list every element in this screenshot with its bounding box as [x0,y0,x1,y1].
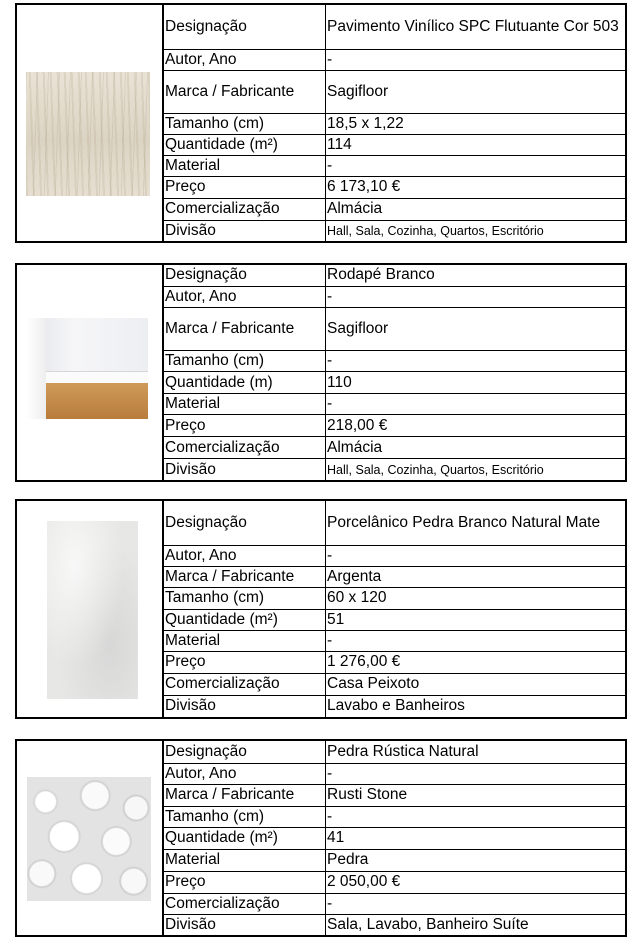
label-designacao: Designação [164,265,326,286]
value-marca: Sagifloor [326,70,626,113]
label-tamanho: Tamanho (cm) [164,350,326,371]
label-divisao: Divisão [164,914,326,935]
label-material: Material [164,849,326,871]
value-comercializacao: Almácia [326,437,626,459]
value-autor-ano: - [326,545,626,566]
label-marca: Marca / Fabricante [164,307,326,350]
value-tamanho: 18,5 x 1,22 [326,113,626,134]
product-spec-table [164,5,625,241]
label-tamanho: Tamanho (cm) [164,806,326,827]
rustic-stone-image [27,777,151,901]
label-marca: Marca / Fabricante [164,784,326,806]
label-material: Material [164,155,326,176]
label-preco: Preço [164,415,326,437]
product-card [15,739,627,937]
product-card [15,499,627,719]
value-divisao: Hall, Sala, Cozinha, Quartos, Escritório [326,220,626,241]
product-card [15,263,627,482]
value-autor-ano: - [326,763,626,784]
label-autor-ano: Autor, Ano [164,286,326,307]
product-image-cell [17,501,164,717]
label-material: Material [164,394,326,415]
label-quantidade: Quantidade (m) [164,371,326,393]
wood-vinyl-swatch-image [26,72,150,196]
label-comercializacao: Comercialização [164,893,326,914]
value-preco: 218,00 € [326,415,626,437]
label-autor-ano: Autor, Ano [164,545,326,566]
label-designacao: Designação [164,741,326,763]
value-tamanho: - [326,350,626,371]
label-preco: Preço [164,651,326,673]
value-preco: 2 050,00 € [326,871,626,893]
label-tamanho: Tamanho (cm) [164,587,326,609]
value-comercializacao: - [326,893,626,914]
product-spec-table [164,501,625,717]
product-spec-table [164,265,625,480]
label-divisao: Divisão [164,220,326,241]
value-autor-ano: - [326,49,626,70]
value-designacao: Rodapé Branco [326,265,626,286]
label-quantidade: Quantidade (m²) [164,134,326,155]
value-divisao: Hall, Sala, Cozinha, Quartos, Escritório [326,459,626,480]
label-quantidade: Quantidade (m²) [164,609,326,630]
skirting-board-image [26,318,148,419]
value-designacao: Pedra Rústica Natural [326,741,626,763]
value-material: Pedra [326,849,626,871]
value-tamanho: 60 x 120 [326,587,626,609]
value-material: - [326,630,626,651]
value-autor-ano: - [326,286,626,307]
label-quantidade: Quantidade (m²) [164,827,326,849]
product-spec-table [164,741,625,935]
value-material: - [326,394,626,415]
value-marca: Argenta [326,566,626,587]
value-marca: Rusti Stone [326,784,626,806]
label-autor-ano: Autor, Ano [164,49,326,70]
label-comercializacao: Comercialização [164,198,326,220]
value-divisao: Lavabo e Banheiros [326,695,626,717]
product-image-cell [17,741,164,935]
label-preco: Preço [164,871,326,893]
value-designacao: Pavimento Vinílico SPC Flutuante Cor 503 [326,5,626,49]
label-marca: Marca / Fabricante [164,70,326,113]
label-designacao: Designação [164,501,326,545]
value-marca: Sagifloor [326,307,626,350]
label-comercializacao: Comercialização [164,437,326,459]
value-quantidade: 51 [326,609,626,630]
product-image-cell [17,5,164,241]
value-material: - [326,155,626,176]
label-divisao: Divisão [164,459,326,480]
label-divisao: Divisão [164,695,326,717]
label-autor-ano: Autor, Ano [164,763,326,784]
label-material: Material [164,630,326,651]
porcelain-tile-image [47,521,138,699]
value-quantidade: 114 [326,134,626,155]
label-tamanho: Tamanho (cm) [164,113,326,134]
label-designacao: Designação [164,5,326,49]
value-designacao: Porcelânico Pedra Branco Natural Mate [326,501,626,545]
value-quantidade: 110 [326,371,626,393]
label-preco: Preço [164,176,326,198]
label-comercializacao: Comercialização [164,673,326,695]
value-tamanho: - [326,806,626,827]
value-divisao: Sala, Lavabo, Banheiro Suíte [326,914,626,935]
value-preco: 1 276,00 € [326,651,626,673]
label-marca: Marca / Fabricante [164,566,326,587]
product-card [15,3,627,243]
value-comercializacao: Almácia [326,198,626,220]
value-preco: 6 173,10 € [326,176,626,198]
product-image-cell [17,265,164,480]
value-comercializacao: Casa Peixoto [326,673,626,695]
value-quantidade: 41 [326,827,626,849]
